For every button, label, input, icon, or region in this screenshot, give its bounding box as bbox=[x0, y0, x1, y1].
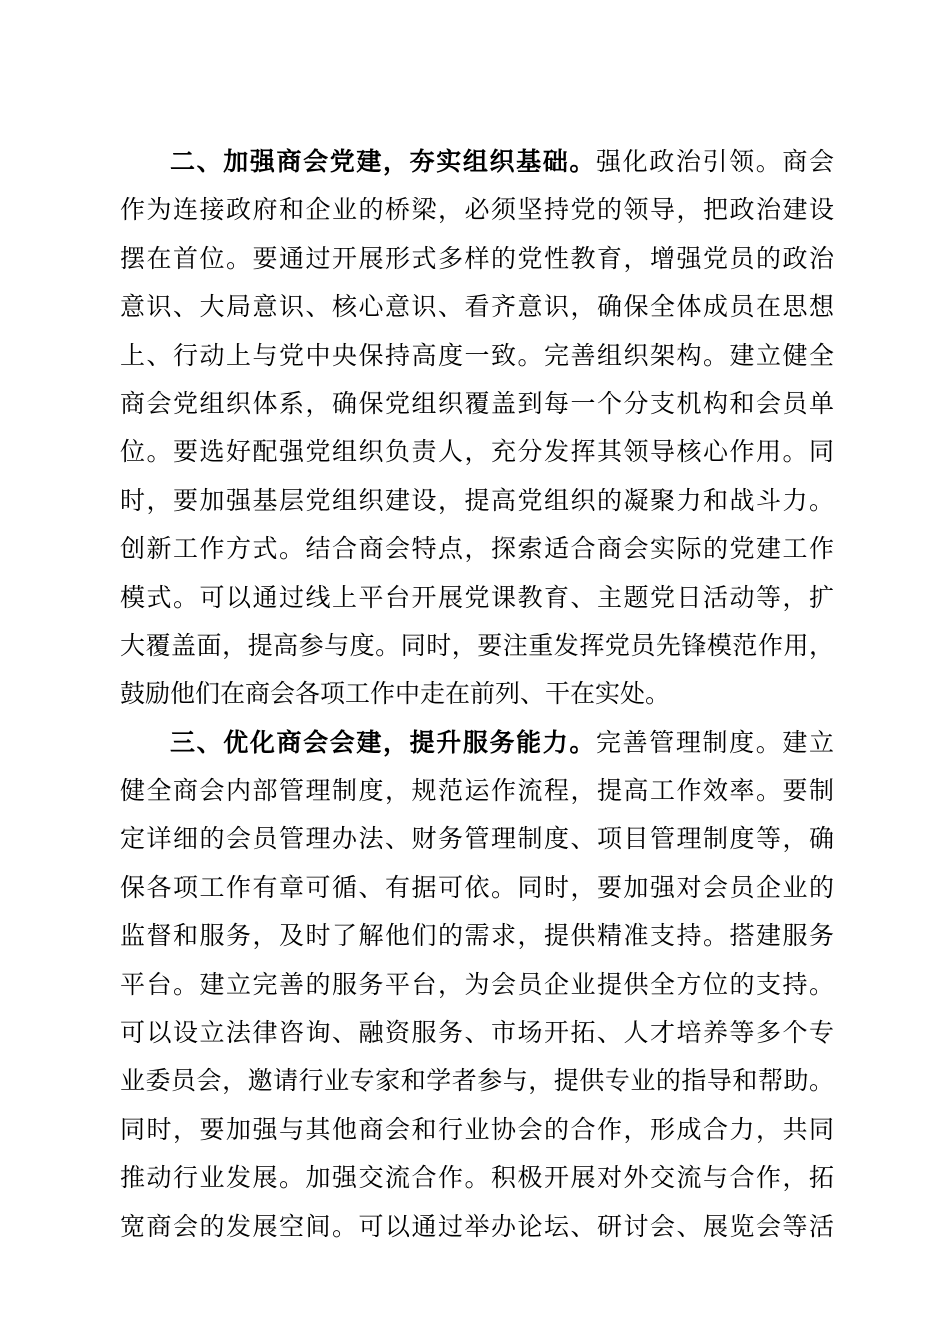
paragraph-line: 上、行动上与党中央保持高度一致。完善组织架构。建立健全 bbox=[120, 340, 834, 370]
paragraph-line bbox=[120, 719, 834, 767]
paragraph-line: 推动行业发展。加强交流合作。积极开展对外交流与合作，拓 bbox=[120, 1163, 834, 1193]
paragraph-line: 商会党组织体系，确保党组织覆盖到每一个分支机构和会员单 bbox=[120, 388, 834, 418]
paragraph-line: 鼓励他们在商会各项工作中走在前列、干在实处。 bbox=[120, 679, 671, 709]
paragraph-line: 大覆盖面，提高参与度。同时，要注重发挥党员先锋模范作用， bbox=[120, 630, 834, 660]
paragraph-line bbox=[120, 138, 834, 186]
line-text: 完善管理制度。建立 bbox=[595, 727, 834, 757]
paragraph-line: 保各项工作有章可循、有据可依。同时，要加强对会员企业的 bbox=[120, 872, 834, 902]
paragraph-line: 时，要加强基层党组织建设，提高党组织的凝聚力和战斗力。 bbox=[120, 485, 834, 515]
body-text bbox=[120, 138, 834, 1251]
paragraph-line: 监督和服务，及时了解他们的需求，提供精准支持。搭建服务 bbox=[120, 921, 834, 951]
paragraph-line: 定详细的会员管理办法、财务管理制度、项目管理制度等，确 bbox=[120, 824, 834, 854]
section-heading: 二、加强商会党建，夯实组织基础。 bbox=[170, 147, 596, 176]
paragraph-line: 意识、大局意识、核心意识、看齐意识，确保全体成员在思想 bbox=[120, 292, 834, 322]
paragraph-line: 位。要选好配强党组织负责人，充分发挥其领导核心作用。同 bbox=[120, 437, 834, 467]
paragraph-line: 创新工作方式。结合商会特点，探索适合商会实际的党建工作 bbox=[120, 534, 834, 564]
section-heading: 三、优化商会会建，提升服务能力。 bbox=[170, 727, 596, 757]
paragraph-line: 业委员会，邀请行业专家和学者参与，提供专业的指导和帮助。 bbox=[120, 1066, 834, 1096]
paragraph-line: 作为连接政府和企业的桥梁，必须坚持党的领导，把政治建设 bbox=[120, 195, 834, 225]
paragraph-line: 摆在首位。要通过开展形式多样的党性教育，增强党员的政治 bbox=[120, 243, 834, 273]
paragraph-line: 平台。建立完善的服务平台，为会员企业提供全方位的支持。 bbox=[120, 969, 834, 999]
paragraph-line: 宽商会的发展空间。可以通过举办论坛、研讨会、展览会等活 bbox=[120, 1211, 834, 1241]
line-text: 强化政治引领。商会 bbox=[595, 147, 834, 176]
paragraph-line: 同时，要加强与其他商会和行业协会的合作，形成合力，共同 bbox=[120, 1114, 834, 1144]
paragraph-line: 健全商会内部管理制度，规范运作流程，提高工作效率。要制 bbox=[120, 776, 834, 806]
paragraph-line: 可以设立法律咨询、融资服务、市场开拓、人才培养等多个专 bbox=[120, 1018, 834, 1048]
paragraph-line: 模式。可以通过线上平台开展党课教育、主题党日活动等，扩 bbox=[120, 582, 834, 612]
